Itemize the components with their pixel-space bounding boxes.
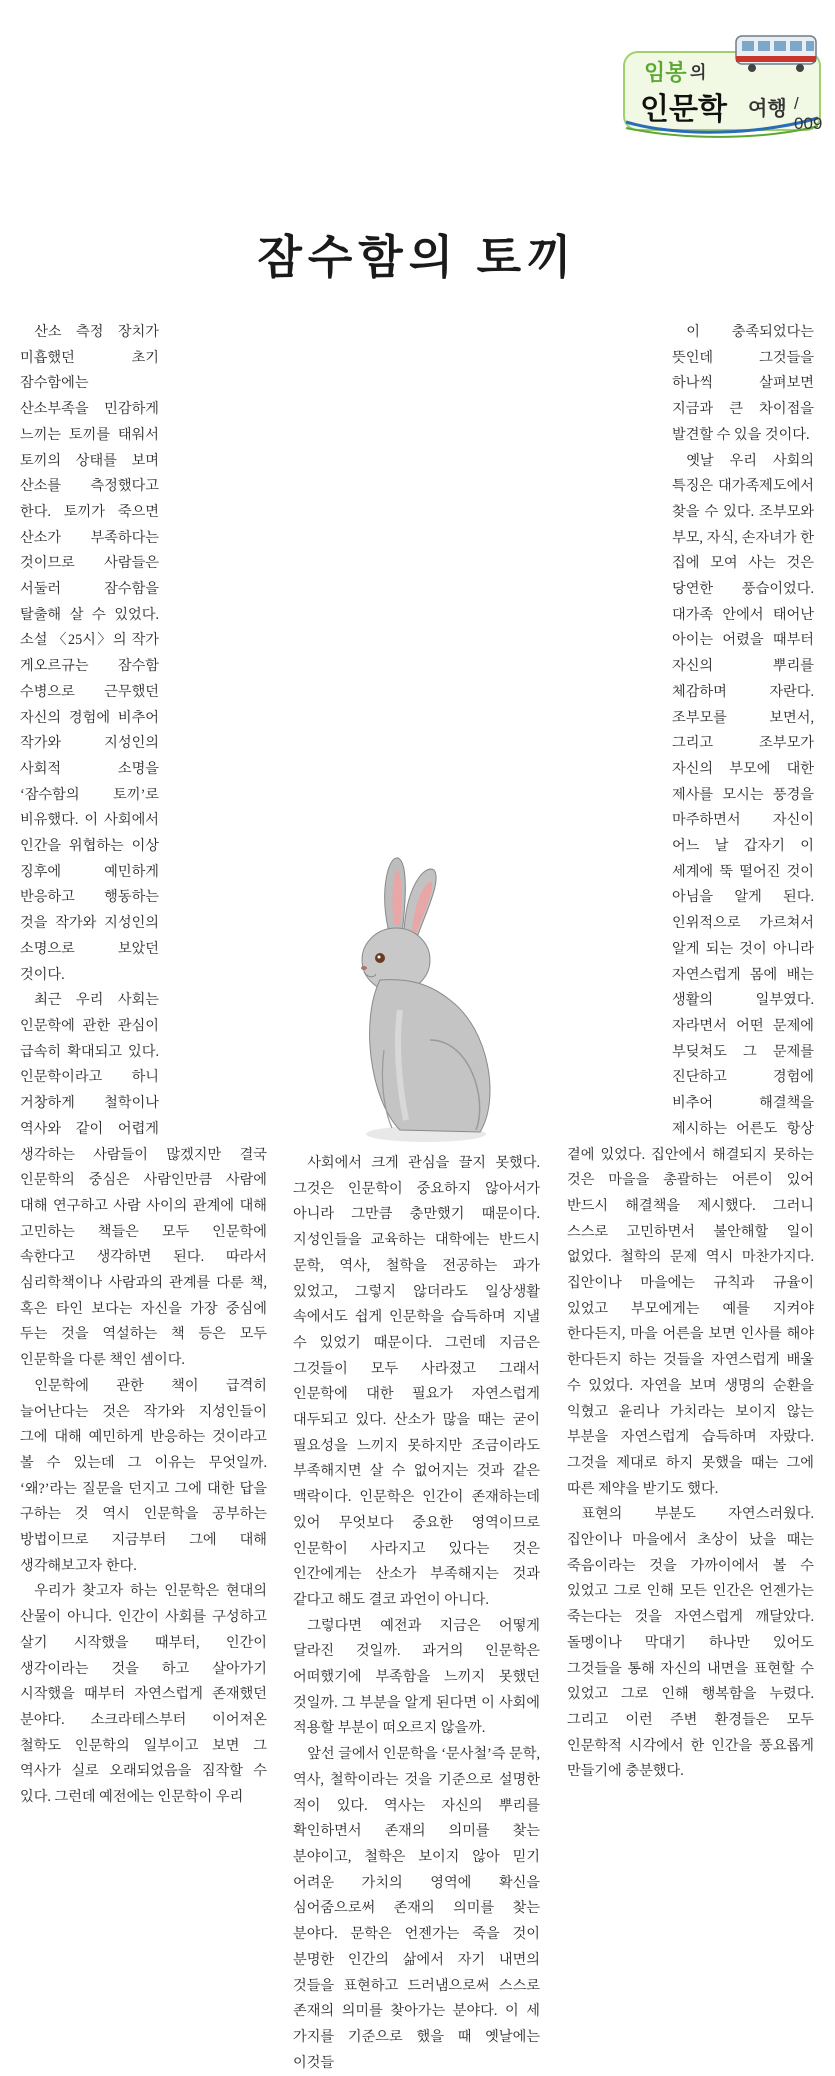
image-wrap-space (159, 740, 267, 1131)
article-title: 잠수함의 토끼 (257, 231, 578, 283)
series-particle: 의 (690, 63, 707, 82)
paragraph: 앞선 글에서 인문학을 ‘문사철’즉 문학, 역사, 철학이라는 것을 기준으로 설명한 적이 있다. 역사는 자신의 뿌리를 확인하면서 존재의 의미를 찾는 분야이고, 철학은 보이지 않아 믿기 어려운 가치의 영역에 확신을 심어줌으로써 존재의 의미를 찾는 분야다. 문학은 언젠가는 죽을 것이 분명한 인간의 삶에서 자기 내면의 것들을 표현하고 드러냄으로써 스스로 존재의 의미를 찾아가는 분야다. 이 세 가지를 기준으로 했을 때 옛날에는 이것들 (293, 1746, 540, 2071)
paragraph: 산소 측정 장치가 미흡했던 초기 잠수함에는 산소부족을 민감하게 느끼는 토끼를 태워서 토끼의 상태를 보며 산소를 측정했다고 한다. 토끼가 죽으면 산소가 부족하다는 것이므로 사람들은 서둘러 잠수함을 탈출해 살 수 있었다. 소설 〈25시〉의 작가 게오르규는 잠수함 수병으로 근무했던 자신의 경험에 비추어 작가와 지성인의 사회적 소명을 ‘잠수함의 토끼’로 비유했다. 이 사회에서 인간을 위협하는 이상 징후에 예민하게 반응하고 행동하는 것을 작가와 지성인의 소명으로 보았던 것이다. (20, 324, 159, 983)
series-number: / 009 (794, 94, 823, 133)
series-main-title: 인문학 (640, 93, 727, 126)
series-author-name: 임봉 (644, 60, 687, 85)
paragraph: 표현의 부분도 자연스러웠다. 집안이나 마을에서 초상이 났을 때는 죽음이라는 것을 가까이에서 볼 수 있었고 그로 인해 모든 인간은 언젠가는 죽는다는 것을 자연스럽게 깨달았다. 돌멩이나 막대기 하나만 있어도 그것들을 통해 자신의 내면을 표현할 수 있었고 그로 인해 행복함을 누렸다. 그리고 이런 주변 환경들은 모두 인문학적 시각에서 한 인간을 풍요롭게 만들기에 충분했다. (567, 1506, 814, 1780)
paragraph: 그렇다면 예전과 지금은 어떻게 달라진 것일까. 과거의 인문학은 어떠했기에 부족함을 느끼지 못했던 것일까. 그 부분을 알게 된다면 이 사회에 적용할 부분이 떠오르지 않을까. (293, 1617, 540, 1737)
article-column-3 (567, 320, 814, 1780)
paragraph: 우리가 찾고자 하는 인문학은 현대의 산물이 아니다. 인간이 사회를 구성하고 살기 시작했을 때부터, 인간이 생각이라는 것을 하고 살아가기 시작했을 때부터 자연스럽게 존재했던 분야다. 소크라테스부터 이어져온 철학도 인문학의 일부이고 보면 그 역사가 실로 오래되었음을 짐작할 수 있다. 그런데 예전에는 인문학이 우리 (20, 1583, 267, 1806)
series-subtitle: 여행 (748, 98, 787, 120)
paragraph: 사회에서 크게 관심을 끌지 못했다. 그것은 인문학이 중요하지 않아서가 아니라 그만큼 충만했기 때문이다. 지성인들을 교육하는 대학에는 반드시 문학, 역사, 철학을 전공하는 과가 있었고, 그렇지 않더라도 일상생활 속에서도 쉽게 인문학을 습득하며 지낼 수 있었기 때문이다. 그런데 지금은 그것들이 모두 사라졌고 그래서 인문학에 대한 필요가 자연스럽게 대두되고 있다. 산소가 많을 때는 굳이 필요성을 느끼지 못하지만 조금이라도 부족해지면 살 수 없어지는 것과 같은 맥락이다. 인문학은 인간이 존재하는데 있어 무엇보다 중요한 영역이므로 인문학이 사라지고 있다는 것은 인간에게는 산소가 부족해지는 것과 같다고 해도 결코 과언이 아니다. (293, 1155, 540, 1608)
train-icon (732, 30, 820, 76)
image-wrap-space (567, 740, 672, 1131)
article-column-1 (20, 320, 267, 1806)
paragraph: 옛날 우리 사회의 특징은 대가족제도에서 찾을 수 있다. 조부모와 부모, 자식, 손자녀가 한 집에 모여 사는 것은 당연한 풍습이었다. 대가족 안에서 태어난 아이는 어렸을 때부터 자신의 뿌리를 체감하며 자란다. 조부모를 보면서, 그리고 조부모가 자신의 부모에 대한 제사를 모시는 풍경을 마주하면서 자신이 어느 날 갑자기 이 세계에 뚝 떨어진 것이 아님을 알게 된다. 인위적으로 가르쳐서 알게 되는 것이 아니라 자연스럽게 몸에 배는 생활의 일부였다. 자라면서 어떤 문제에 부딪쳐도 그 문제를 진단하고 경험에 비추어 해결책을 제시하는 어른도 항상 곁에 있었다. 집안에서 해결되지 못하는 것은 마을을 총괄하는 어른이 있어 반드시 해결책을 제시했다. 그러니 스스로 고민하면서 불안해할 일이 없었다. 철학의 문제 역시 마찬가지다. 집안이나 마을에는 규칙과 규율이 있었고 부모에게는 예를 지켜야 한다든지, 마을 어른을 보면 인사를 해야 한다든지 하는 것들을 자연스럽게 배울 수 있었다. 자연을 보며 생명의 순환을 익혔고 윤리나 가치라는 보이지 않는 부분을 자연스럽게 습득하며 자랐다. 그것을 제대로 하지 못했을 때는 그에 따른 제약을 받기도 했다. (567, 452, 814, 1497)
paragraph: 최근 우리 사회는 인문학에 관한 관심이 급속히 확대되고 있다. 인문학이라고 하니 거창하게 철학이나 역사와 같이 어렵게 생각하는 사람들이 많겠지만 결국 인문학의 중심은 사람인만큼 사람에 대해 연구하고 사람 사이의 관계에 대해 고민하는 책들은 모두 인문학에 속한다고 생각하면 된다. 따라서 심리학책이나 사람과의 관계를 다룬 책, 혹은 타인 보다는 자신을 가장 중심에 두는 것을 역설하는 책 등은 모두 인문학을 다룬 책인 셈이다. (20, 992, 267, 1369)
paragraph: 인문학에 관한 책이 급격히 늘어난다는 것은 작가와 지성인들이 그에 대해 예민하게 반응하는 것이라고 볼 수 있는데 그 이유는 무엇일까. ‘왜?’라는 질문을 던지고 그에 대한 답을 구하는 것 역시 인문학을 공부하는 방법이므로 지금부터 그에 대해 생각해보고자 한다. (20, 1377, 267, 1574)
paragraph: 이 충족되었다는 뜻인데 그것들을 하나씩 살펴보면 지금과 큰 차이점을 발견할 수 있을 것이다. (672, 324, 814, 443)
series-header (622, 26, 822, 142)
rabbit-illustration (340, 850, 500, 1150)
